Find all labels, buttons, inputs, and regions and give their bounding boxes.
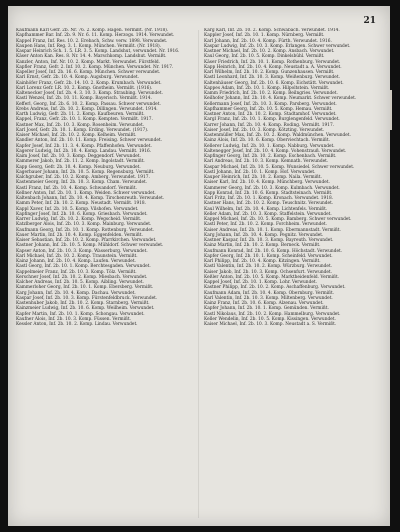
list-item: Kauper Heinrich, Inf. 2b. 10. 2. Komp. Naila. Vermißt.	[204, 175, 322, 180]
list-item: Kaspar Ludwig, Inf. 2b. 10. 3. Komp. Erlangen. Schwer verwundet.	[204, 43, 351, 49]
page-number: 21	[363, 16, 376, 26]
list-item: Kaiser Michael, Inf. 2b. 10. 3. Komp. Neustadt a. S. Vermißt.	[204, 322, 337, 327]
list-item: Kappel Josef, Inf. 2b. 10. 1. Komp. Lohr. Verwundet.	[204, 280, 317, 285]
list-item: Kaltenhäuser Georg, Inf. 2b. 10. 6. Komp. Eichstätt. Verwundet.	[204, 80, 344, 86]
list-item: Kainz Martin, Inf. 2b. 10. 2. Komp. Berneck. Vermißt.	[204, 243, 321, 249]
list-item: Kefferl, Georg, Inf. 2b. 6. 10. 2. Komp. Passau. Schwer verwundet.	[16, 101, 161, 107]
list-item: Kainz Alois, Inf. 2b. 10. 6. Komp. Oberviechtach. Vermißt.	[204, 138, 330, 144]
list-item: Kammerloher Georg, Inf. 2b. 10. 1. Komp. Ebersberg. Vermißt.	[16, 285, 154, 291]
list-item: Kaltenecker Josef, Inf. 2b. 4. 3. 10. 3. Komp. Straubing. Verwundet.	[16, 91, 163, 96]
list-item: Kaspar Michael, Inf. 2b. 10. 5. Komp. Wunsiedel. Schwer verwundet.	[204, 164, 355, 170]
list-item: Kaspar Josef, Inf. 2b. 10. 3. Komp. Fürstenfeldbruck. Verwundet.	[16, 295, 158, 301]
list-item: Kamm Peter, Inf. 2b. 10. 2. Komp. Neustadt. Vermißt. 1918.	[16, 201, 147, 207]
right-column	[204, 28, 380, 520]
list-item: Kappel Franz, Inf. Res. 10. 2. Erebach, Schw. verw. 1898. Verwundet.	[16, 38, 168, 44]
list-item: Katzlberger Alois, Inf. 2b. 10. 3. Komp. Mainburg. Verwundet.	[16, 222, 152, 228]
list-item: Kastl Peter, Inf. 2b. 10. 2. Komp. Forchheim. Verwundet.	[204, 222, 327, 228]
list-item: Kainzmeier Ludwig, Inf. 2b. 10. 6. Komp. Weilheim. Verwundet.	[16, 306, 155, 312]
list-item: Kaspar Heinrich Sch. 1. 5. LR. 3. 5. Komp. Landshut, verwundet. Nr. 1916.	[16, 49, 180, 54]
list-item: Kapp Heinrich, Inf. 2b. 10. 4. Komp. Neustadt a. A. Verwundet.	[204, 64, 342, 70]
list-item: Kamm Friedrich, Inf. 2b. 10. 2. Komp. Beilngries. Verwundet.	[204, 91, 338, 96]
list-item: Kappel, Franz, Gefr. 2b. 10. 1. Komp. Kempten. Vermißt. 1917.	[16, 117, 153, 123]
list-item: Kastl Valentin, Inf. 2b. 10. 2. Komp. Würzburg. Verwundet.	[204, 264, 333, 270]
list-item: Kessler Anton, Inf. 2b. 10. 2. Komp. Lindau. Verwundet.	[16, 322, 138, 327]
list-item: Käser Friedrich, Inf. 2b. 10. 1. Komp. Rothenburg. Verwundet.	[204, 59, 341, 65]
list-item: Kastner Anton, Inf. 2b. 10. 2. Komp. Stadtamhof. Verwundet.	[204, 112, 337, 117]
list-item: Kapeller Josef, Inf. 2b. 16. 6. Komp. München. Schwer verwundet.	[16, 70, 161, 75]
list-item: Kappelmeier Franz, Inf. 2b. 10. 3. Komp. Tölz. Vermißt.	[16, 269, 137, 275]
list-item: Kalcher Andreas, Inf. 2b. 10. 5. Komp. Aibling. Verwundet.	[16, 280, 144, 285]
column-divider	[198, 30, 199, 518]
list-item: Kainhöfer Franz, Gefr. 2b. 14. 10. 2. Komp. Krumbach. Verwundet.	[16, 80, 162, 86]
list-item: Kastl Georg, Inf. 2b. 10. 1. Komp. Berchtesgaden. Verwundet.	[16, 264, 151, 270]
list-item: Kastl Leonhard, Inf. 2b. 10. 3. Komp. Weißenburg. Verwundet.	[204, 75, 340, 81]
list-item: Kapfer Georg, Inf. 2b. 10. 1. Komp. Scheinfeld. Verwundet.	[204, 253, 333, 259]
list-item: Karl Lorenz Gefr. LR. 10. 2. Komp. Gnotheim. Vermißt. (1916).	[16, 85, 153, 91]
list-item: Karg Karl, Inf. 2b. 10. 2. Komp. Schwabach. Verwundet. 1914.	[204, 28, 340, 33]
list-item: Karl Michael, Inf. 2b. 10. 2. Komp. Traunstein. Vermißt.	[16, 253, 138, 259]
list-item: Kapfhammer Bar. Inf. 2b. 9. Nr. 6. 11. Komp. Herzogs. 1914. Verwundet.	[16, 33, 175, 39]
list-item: Keilhofer Johann, Inf. 2b. 10. 4. Komp. Neumarkt. Schwer verwundet.	[204, 96, 357, 102]
list-item: Kellermann Josef, Inf. 2b. 10. 3. Komp. Parsberg. Verwundet.	[204, 101, 337, 107]
list-item: Kapp Konrad, Inf. 2b. 10. 6. Komp. Stadtsteinach. Vermißt.	[204, 190, 333, 196]
list-item: Keßler Anton, Inf. 2b. 10. 5. Komp. Marktheidenfeld. Vermißt.	[204, 274, 340, 280]
list-item: Kammerer Jakob, Inf. 2b. 11. 2. Komp. Ingolstadt. Vermißt.	[16, 159, 145, 165]
list-item: Kastenhuber Jakob, Inf. 2b. 10. 2. Komp. Starnberg. Vermißt.	[16, 301, 150, 306]
list-item: Kaiser Karl, Inf. 2b. 10. 4. Komp. Münchberg. Verwundet.	[204, 180, 330, 186]
list-item: Kerschner Josef, Inf. 2b. 10. 2. Komp. Miesbach. Verwundet.	[16, 274, 148, 280]
list-item: Kapfer Johann, Inf. 2b. 10. 1. Komp. Gemünden. Vermißt.	[204, 306, 329, 312]
list-item: Kastner Michael, Inf. 2b. 10. 2. Komp. Ansbach. Verwundet.	[204, 49, 335, 54]
list-item: Kaul Georg, Inf. 2b. 10. 5. Komp. Dinkelsbühl. Vermißt.	[204, 54, 325, 60]
list-item: Kagerbauer Johann, Inf. 2b. 10. 5. Komp. Regensburg. Vermißt.	[16, 169, 155, 175]
list-item: Karl Andreas, Inf. 2b. 10. 3. Komp. Kemnath. Verwundet.	[204, 159, 329, 165]
list-item: Kapser Anton, Inf. 2b. 10. 3. Komp. Wasserburg. Verwundet.	[16, 248, 148, 254]
list-item: Karg Johann, Inf. 2b. 10. 4. Komp. Dachau. Verwundet.	[16, 290, 136, 296]
list-item: Kastner Philipp, Inf. 2b. 10. 2. Komp. Aschaffenburg. Verwundet.	[204, 285, 346, 291]
list-item: Kaim Josef, Inf. 2b. 10. 3. Komp. Deggendorf. Verwundet.	[16, 154, 141, 159]
list-item: Kastl Franz, Inf. 2b. 10. 4. Komp. Schwandorf. Vermißt.	[16, 185, 137, 191]
list-item: Kainz Franz, Inf. 2b. 10. 6. Komp. Alzenau. Verwundet.	[204, 301, 324, 306]
list-item: Kapfhammer Georg, Inf. 2b. 10. 5. Komp. Hemau. Vermißt.	[204, 106, 333, 112]
list-item: Kaiser Sebastian, Inf. 2b. 10. 2. Komp. Pfarrkirchen. Verwundet.	[16, 238, 157, 243]
list-item: Käser Anton Kan. Res. 8. Nr. 14. 4. Marschkomp. Landshut. Vermißt.	[16, 54, 167, 60]
list-item: Kappel Michael, Inf. 2b. 10. 5. Komp. Bamberg. Schwer verwundet.	[204, 217, 352, 222]
list-item: Kaiser Jakob, Inf. 2b. 10. 3. Komp. Ochsenfurt. Verwundet.	[204, 269, 333, 275]
list-item: Kaiser Josef, Inf. 2b. 10. 3. Komp. Kötzting. Verwundet.	[204, 127, 325, 133]
list-item: Kanzler, Anton, Inf. Nr. 10. 2. Komp. Markt. Verwundet. Fürstfeld.	[16, 59, 161, 65]
list-item: Kellerer Ludwig, Inf. 2b. 10. 1. Komp. Nabburg. Verwundet.	[204, 143, 335, 149]
document-page	[8, 6, 390, 526]
list-item: Keller Adam, Inf. 2b. 10. 3. Komp. Staffelstein. Verwundet.	[204, 211, 332, 217]
list-item: Kalchgruber, Inf. 2b. 10. 2. Komp. Amberg. Verwundet. 1917.	[16, 175, 150, 180]
list-item: Kaupen Hans, Inf. Reg. 3. 1. Komp. München. Vermißt. (Nr. 1918).	[16, 43, 162, 49]
list-item: Kargl Franz, Inf. 2b. 10. 1. Komp. Burglengenfeld. Verwundet.	[204, 117, 340, 123]
list-item: Kainz Johann, Inf. 2b. 10. 4. Komp. Laufen. Verwundet.	[16, 259, 136, 264]
list-item: Keller Wendelin, Inf. 2b. 10. 5. Komp. Kissingen. Verwundet.	[204, 316, 336, 322]
list-item: Kaufmann Konrad, Inf. 2b. 10. 6. Komp. Höchstadt. Verwundet.	[204, 248, 343, 254]
list-item: Kapp Georg, Gefr. 2b. 10. 4. Komp. Neuburg. Verwundet.	[16, 164, 141, 170]
list-item: Kagerer Ludwig, Inf. 2b. 10. 4. Komp. Landau. Vermißt. 1916.	[16, 148, 152, 154]
list-item: Kaiser Michael, Inf. 2b. 10. 2. Komp. Kelheim. Vermißt.	[16, 133, 137, 138]
list-item: Kellner Anton, Inf. 2b. 10. 1. Komp. Weiden. Schwer verwundet.	[16, 190, 156, 196]
list-item: Kammerer Georg, Inf. 2b. 10. 3. Komp. Kulmbach. Verwundet.	[204, 185, 340, 191]
list-item: Karl Johann, Inf. 2b. 10. 4. Komp. Fürth. Verwundet. 1916.	[204, 38, 332, 44]
list-item: Kappes Adam, Inf. 2b. 10. 1. Komp. Hilpoltstein. Vermißt.	[204, 85, 330, 91]
list-item: Kapfer Martin, Inf. 2b. 10. 1. Komp. Schongau. Verwundet.	[16, 311, 145, 317]
list-item: Kastenmeier Georg, Inf. 2b. 10. 3. Komp. Cham. Verwundet.	[16, 180, 148, 186]
list-item: Kappler Josef, Inf. 2b. 10. 1. Komp. Nürnberg. Vermißt.	[204, 33, 325, 39]
list-item: Kaiser Andreas, Inf. 2b. 10. 1. Komp. Ebermannstadt. Vermißt.	[204, 227, 341, 233]
list-item: Kastner Johann, Inf. 2b. 10. 5. Komp. Mühldorf. Schwer verwundet.	[16, 243, 164, 249]
list-item: Karrer Ludwig, Inf. 2b. 10. 2. Komp. Wegscheid. Vermißt.	[16, 217, 142, 222]
list-item: Karl Josef, Gefr. 2b. 10. 1. Komp. Erding. Verwundet. (1917).	[16, 127, 149, 133]
list-item: Kastner Kaspar, Inf. 2b. 10. 3. Komp. Bayreuth. Verwundet.	[204, 238, 334, 243]
list-item: Karl Fritz, Inf. 2b. 10. 1. Komp. Kronach. Verwundet. 1918.	[204, 196, 334, 201]
list-item: Kastner Hans, Inf. 2b. 10. 2. Komp. Teuschnitz. Verwundet.	[204, 201, 334, 207]
list-item: Karl Valentin, Inf. 2b. 10. 3. Komp. Miltenberg. Verwundet.	[204, 295, 333, 301]
list-item: Kapfler Franz, Gefr. 2. Inf. 10. 2. Komp. München. Verwundet. Nr. 1917.	[16, 64, 174, 70]
page-edge-mark	[390, 90, 392, 130]
left-column	[16, 28, 192, 520]
list-item: Kauer Martin, Inf. 2b. 10. 4. Komp. Eggenfelden. Vermißt.	[16, 232, 143, 238]
list-item: Kastenmüller Max, Inf. 2b. 10. 2. Komp. Waldmünchen. Verwundet.	[204, 133, 351, 138]
list-item: Kastl Nikolaus, Inf. 2b. 10. 2. Komp. Hammelburg. Verwundet.	[204, 311, 341, 317]
list-item: Karl Philipp, Inf. 2b. 10. 4. Komp. Kitzingen. Vermißt.	[204, 259, 321, 264]
list-item: Kappl Xaver, Inf. 2b. 10. 5. Komp. Vilshofen. Verwundet.	[16, 206, 139, 212]
list-item: Kaltenegger Josef, Inf. 2b. 10. 4. Komp. Vohenstrauß. Verwundet.	[204, 148, 347, 154]
list-item: Karl Ernst, Gefr. 2b. 10. 4. Komp. Augsburg. Verwundet.	[16, 75, 139, 81]
list-item: Kaul Wilhelm, Inf. 2b. 10. 4. Komp. Lichtenfels. Vermißt.	[204, 206, 328, 212]
list-item: Kastl Wenzel, Inf. 2b. 10. 11. Komp. Bayerisch. Vermißt. 1914.	[16, 96, 152, 102]
list-item: Kaufmann Karl Gefr. 2b. Nr. 76. 2. Komp. Hagen. Vermißt. (Nr. 1918).	[16, 28, 169, 33]
list-item: Kastner Max, Inf. 2b. 10. 3. Komp. Rosenheim. Verwundet.	[16, 122, 145, 128]
list-item: Kastl Johann, Inf. 2b. 10. 1. Komp. Hof. Verwundet.	[204, 169, 316, 175]
list-item: Karrer Johann, Inf. 2b. 10. 4. Komp. Roding. Vermißt. 1917.	[204, 122, 335, 128]
list-item: Krebs Andreas, Inf. 2b. 10. 2. Komp. Dillingen. Verwundet. 1914.	[16, 106, 158, 112]
list-item: Kaufner Alois, Inf. 2b. 10. 3. Komp. Füssen. Vermißt.	[16, 316, 131, 322]
list-item: Kaufmann Georg, Inf. 2b. 10. 1. Komp. Rottenburg. Verwundet.	[16, 227, 155, 233]
list-item: Kapfinger Georg, Inf. 2b. 10. 2. Komp. Eschenbach. Vermißt.	[204, 154, 337, 159]
list-item: Kandler Anton, Inf. 2b. 10. 11. Komp. Freising. Schwer verwundet.	[16, 138, 162, 144]
list-item: Kaufmann Adam, Inf. 2b. 10. 4. Komp. Obernburg. Vermißt.	[204, 290, 335, 296]
list-item: Karth Ludwig, Gefr. 2b. 11. 2. Komp. Kaufbeuren. Vermißt.	[16, 112, 145, 117]
list-item: Kapfer Josef, Inf. 2b. 11. 3. 4. Komp. Pfaffenhofen. Verwundet.	[16, 143, 152, 149]
list-item: Kapfinger Josef, Inf. 2b. 10. 6. Komp. Griesbach. Verwundet.	[16, 211, 148, 217]
list-item: Karg Johann, Inf. 2b. 10. 4. Komp. Pegnitz. Verwundet.	[204, 232, 324, 238]
list-item: Karl Wilhelm, Inf. 2b. 10. 2. Komp. Gunzenhausen. Vermißt.	[204, 70, 335, 75]
list-item: Kaltenbach Johann, Inf. 2b. 10. 4. Komp. Tirschenreuth. Verwundet.	[16, 196, 165, 201]
